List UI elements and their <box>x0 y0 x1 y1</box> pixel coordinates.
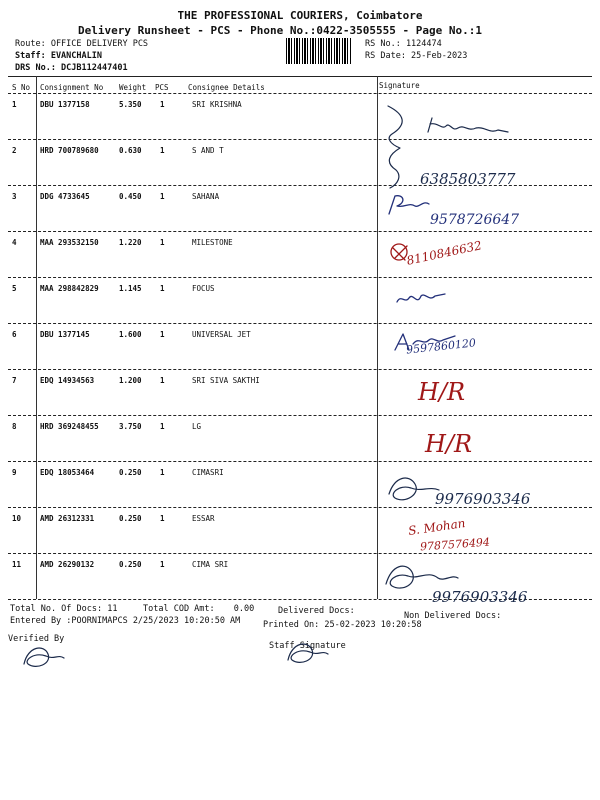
total-cod-label: Total COD Amt: <box>143 604 215 614</box>
handwritten-phone-row9: 9976903346 <box>435 490 531 508</box>
col-header-consignment: Consignment No <box>40 83 104 92</box>
cell-consignee: MILESTONE <box>192 238 233 247</box>
cell-pcs: 1 <box>160 284 165 293</box>
cell-consignee: FOCUS <box>192 284 215 293</box>
cell-sno: 2 <box>12 146 17 155</box>
cell-weight: 3.750 <box>119 422 142 431</box>
column-divider-sno <box>36 76 37 599</box>
rs-date: RS Date: 25-Feb-2023 <box>365 51 468 61</box>
rs-number: RS No.: 1124474 <box>365 39 442 49</box>
handwritten-phone-row11: 9976903346 <box>432 588 528 606</box>
row-divider <box>8 323 592 324</box>
cell-sno: 6 <box>12 330 17 339</box>
handwritten-phone-row3: 9578726647 <box>430 212 520 228</box>
handwritten-hr-row7: H/R <box>418 378 466 406</box>
cell-pcs: 1 <box>160 422 165 431</box>
cell-consignment: MAA 293532150 <box>40 238 99 247</box>
cell-weight: 1.200 <box>119 376 142 385</box>
cell-pcs: 1 <box>160 514 165 523</box>
cell-consignment: DBU 1377145 <box>40 330 90 339</box>
cell-consignee: S AND T <box>192 146 224 155</box>
row-divider <box>8 231 592 232</box>
col-header-pcs: PCS <box>155 83 169 92</box>
cell-consignment: AMD 26290132 <box>40 560 95 569</box>
handwritten-hr-row8: H/R <box>425 430 473 458</box>
cell-sno: 3 <box>12 192 17 201</box>
cell-consignment: HRD 369248455 <box>40 422 99 431</box>
handwritten-phone-row4: 8110846632 <box>405 238 483 268</box>
verified-by-label: Verified By <box>8 634 65 644</box>
handwritten-phone-row2: 6385803777 <box>420 170 516 188</box>
cell-sno: 8 <box>12 422 17 431</box>
cell-sno: 10 <box>12 514 22 523</box>
row-divider <box>8 553 592 554</box>
table-top-border <box>8 76 592 77</box>
cell-consignment: HRD 700789680 <box>40 146 99 155</box>
total-docs-value: 11 <box>107 604 118 614</box>
column-divider-signature <box>377 76 378 599</box>
runsheet-subtitle: Delivery Runsheet - PCS - Phone No.:0422-3505555 - Page No.:1 <box>78 24 482 37</box>
cell-weight: 5.350 <box>119 100 142 109</box>
cell-consignee: ESSAR <box>192 514 215 523</box>
cell-pcs: 1 <box>160 330 165 339</box>
total-cod <box>143 604 254 614</box>
cell-weight: 0.250 <box>119 514 142 523</box>
cell-weight: 1.600 <box>119 330 142 339</box>
row-divider <box>8 369 592 370</box>
cell-weight: 1.145 <box>119 284 142 293</box>
barcode <box>286 38 352 64</box>
cell-consignee: SRI KRISHNA <box>192 100 242 109</box>
company-title: THE PROFESSIONAL COURIERS, Coimbatore <box>177 9 423 22</box>
total-docs-label: Total No. Of Docs: <box>10 604 103 614</box>
cell-consignment: MAA 298842829 <box>40 284 99 293</box>
cell-pcs: 1 <box>160 238 165 247</box>
staff-signature-label: Staff Signature <box>269 641 346 651</box>
entered-by: Entered By :POORNIMAPCS 2/25/2023 10:20:50 AM <box>10 616 241 626</box>
cell-sno: 4 <box>12 238 17 247</box>
row-divider <box>8 461 592 462</box>
cell-consignee: UNIVERSAL JET <box>192 330 251 339</box>
cell-weight: 1.220 <box>119 238 142 247</box>
cell-consignment: AMD 26312331 <box>40 514 95 523</box>
cell-consignment: DDG 4733645 <box>40 192 90 201</box>
printed-on: Printed On: 25-02-2023 10:20:58 <box>263 620 422 630</box>
cell-sno: 1 <box>12 100 17 109</box>
cell-weight: 0.250 <box>119 468 142 477</box>
row-divider <box>8 277 592 278</box>
cell-pcs: 1 <box>160 100 165 109</box>
row-divider <box>8 93 592 94</box>
cell-pcs: 1 <box>160 468 165 477</box>
cell-weight: 0.450 <box>119 192 142 201</box>
cell-consignee: CIMASRI <box>192 468 224 477</box>
staff-label: Staff: EVANCHALIN <box>15 51 102 61</box>
total-docs <box>10 604 118 614</box>
cell-consignment: DBU 1377158 <box>40 100 90 109</box>
col-header-weight: Weight <box>119 83 147 92</box>
col-header-sno: S No <box>12 83 31 92</box>
cell-consignee: CIMA SRI <box>192 560 229 569</box>
cell-sno: 7 <box>12 376 17 385</box>
cell-pcs: 1 <box>160 560 165 569</box>
staff-signature <box>282 636 332 672</box>
cell-pcs: 1 <box>160 376 165 385</box>
delivered-docs-label: Delivered Docs: <box>278 606 355 616</box>
verified-signature <box>18 640 68 676</box>
handwritten-name-row10: S. Mohan <box>407 516 467 538</box>
cell-consignee: LG <box>192 422 202 431</box>
non-delivered-docs-label: Non Delivered Docs: <box>404 611 502 621</box>
cell-pcs: 1 <box>160 192 165 201</box>
cell-weight: 0.250 <box>119 560 142 569</box>
col-header-consignee: Consignee Details <box>188 83 265 92</box>
signature-row5 <box>395 288 455 308</box>
cell-weight: 0.630 <box>119 146 142 155</box>
cell-consignment: EDQ 18053464 <box>40 468 95 477</box>
cell-sno: 11 <box>12 560 22 569</box>
cell-consignment: EDQ 14934563 <box>40 376 95 385</box>
total-cod-value: 0.00 <box>233 604 255 614</box>
cell-sno: 9 <box>12 468 17 477</box>
handwritten-phone-row10: 9787576494 <box>419 535 491 554</box>
cell-consignee: SAHANA <box>192 192 220 201</box>
col-header-signature: Signature <box>379 81 420 90</box>
drs-number: DRS No.: DCJB112447401 <box>15 63 128 73</box>
handwritten-phone-row6: 9597860120 <box>405 336 477 357</box>
cell-sno: 5 <box>12 284 17 293</box>
cell-pcs: 1 <box>160 146 165 155</box>
route-label: Route: OFFICE DELIVERY PCS <box>15 39 149 49</box>
row-divider <box>8 415 592 416</box>
cell-consignee: SRI SIVA SAKTHI <box>192 376 260 385</box>
